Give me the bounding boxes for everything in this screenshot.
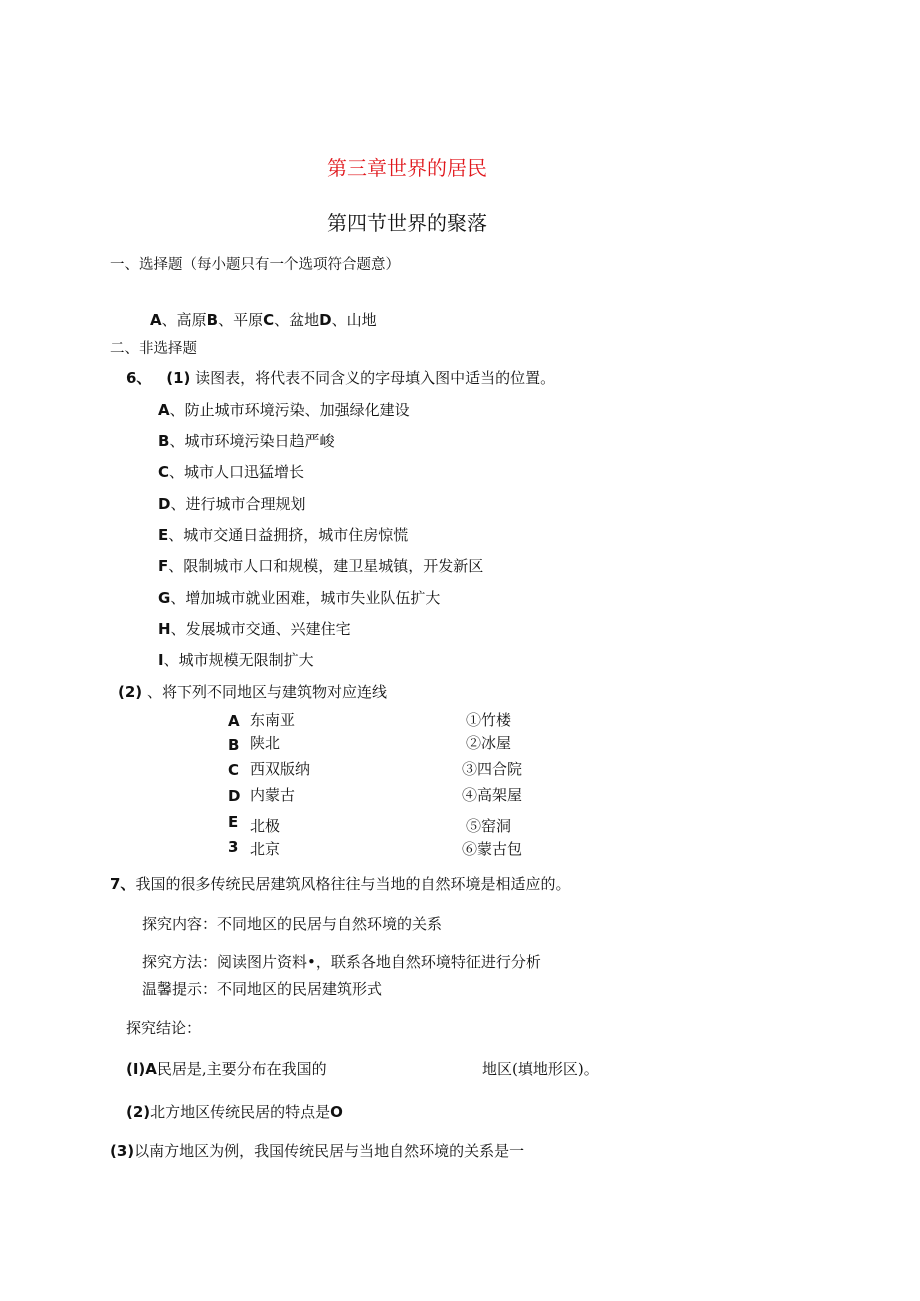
- option-letter: A: [150, 311, 162, 329]
- item-text: 、城市环境污染日趋严峻: [169, 432, 335, 450]
- item-letter: A: [158, 401, 170, 419]
- option-text: 、高原: [161, 311, 207, 329]
- question-number: 6、: [126, 369, 152, 387]
- option-letter: D: [319, 311, 332, 329]
- conclusion-text: 北方地区传统民居的特点是: [150, 1103, 331, 1121]
- conclusion-label: (3): [110, 1142, 135, 1160]
- item-letter: G: [158, 589, 171, 607]
- part1-options: [150, 309, 377, 330]
- item-letter: F: [158, 557, 169, 575]
- item-letter: H: [158, 620, 171, 638]
- q6-line: [126, 367, 555, 388]
- conclusion-1-tail: 地区(填地形区)。: [482, 1060, 599, 1078]
- item-letter: C: [158, 463, 170, 481]
- explore-content: 探究内容：不同地区的民居与自然环境的关系: [142, 915, 443, 933]
- match-building: ③四合院: [462, 760, 523, 778]
- explore-conclusion: 探究结论：: [126, 1019, 202, 1037]
- match-building: ⑤窑洞: [466, 817, 512, 835]
- match-region: 内蒙古: [250, 786, 296, 804]
- match-letter: C: [228, 761, 240, 779]
- match-building: ②冰屋: [466, 734, 512, 752]
- conclusion-text: 民居是,主要分布在我国的: [156, 1060, 327, 1078]
- sub-question-text: 、将下列不同地区与建筑物对应连线: [146, 683, 387, 701]
- list-item: [158, 618, 351, 639]
- match-region: 西双版纳: [250, 760, 311, 778]
- list-item: [158, 430, 334, 451]
- item-text: 、限制城市人口和规模，建卫星城镇，开发新区: [168, 557, 484, 575]
- sub-question-2: [118, 681, 387, 702]
- section-title: 第四节世界的聚落: [327, 211, 487, 235]
- item-text: 、增加城市就业困难，城市失业队伍扩大: [170, 589, 441, 607]
- warm-tip: 温馨提示：不同地区的民居建筑形式: [142, 980, 383, 998]
- item-letter: I: [158, 651, 164, 669]
- sub-question-text: 读图表，将代表不同含义的字母填入图中适当的位置。: [195, 369, 556, 387]
- option-letter: B: [206, 311, 219, 329]
- item-text: 、城市交通日益拥挤，城市住房惊慌: [168, 526, 409, 544]
- question-text: 我国的很多传统民居建筑风格往往与当地的自然环境是相适应的。: [135, 875, 571, 893]
- conclusion-text: 以南方地区为例，我国传统民居与当地自然环境的关系是一: [134, 1142, 525, 1160]
- item-text: 、防止城市环境污染、加强绿化建设: [169, 401, 410, 419]
- sub-question-label: (2): [118, 683, 143, 701]
- list-item: [158, 524, 408, 545]
- match-letter: D: [228, 787, 241, 805]
- list-item: [158, 555, 483, 576]
- list-item: [158, 587, 440, 608]
- match-letter: E: [228, 813, 239, 831]
- list-item: [158, 399, 410, 420]
- part1-heading: 一、选择题（每小题只有一个选项符合题意）: [110, 257, 400, 273]
- item-letter: E: [158, 526, 169, 544]
- list-item: [158, 493, 305, 514]
- match-letter: 3: [228, 838, 239, 856]
- option-text: 、平原: [218, 311, 264, 329]
- conclusion-2: [126, 1101, 343, 1122]
- option-letter: C: [263, 311, 275, 329]
- item-text: 、城市人口迅猛增长: [169, 463, 305, 481]
- item-text: 、城市规模无限制扩大: [163, 651, 314, 669]
- match-building: ④高架屋: [462, 786, 523, 804]
- conclusion-end: O: [330, 1103, 343, 1121]
- item-text: 、发展城市交通、兴建住宅: [170, 620, 351, 638]
- match-region: 北极: [250, 817, 281, 835]
- list-item: [158, 461, 304, 482]
- list-item: [158, 649, 314, 670]
- conclusion-1: [126, 1058, 327, 1079]
- match-building: ⑥蒙古包: [462, 840, 523, 858]
- item-letter: D: [158, 495, 171, 513]
- sub-question-label: (1): [166, 369, 191, 387]
- match-region: 北京: [250, 840, 281, 858]
- item-text: 、进行城市合理规划: [170, 495, 306, 513]
- explore-method: 探究方法：阅读图片资料•，联系各地自然环境特征进行分析: [142, 953, 541, 971]
- item-letter: B: [158, 432, 170, 450]
- match-building: ①竹楼: [466, 711, 512, 729]
- option-text: 、盆地: [274, 311, 320, 329]
- match-letter: B: [228, 736, 240, 754]
- conclusion-label: (2): [126, 1103, 151, 1121]
- part2-heading: 二、非选择题: [110, 341, 197, 357]
- option-text: 、山地: [331, 311, 377, 329]
- match-letter: A: [228, 712, 240, 730]
- match-region: 陕北: [250, 734, 281, 752]
- conclusion-label: (I)A: [126, 1060, 157, 1078]
- conclusion-3: [110, 1140, 524, 1161]
- chapter-title: 第三章世界的居民: [327, 156, 487, 180]
- question-number: 7、: [110, 875, 136, 893]
- q7-line: [110, 873, 570, 894]
- match-region: 东南亚: [250, 711, 296, 729]
